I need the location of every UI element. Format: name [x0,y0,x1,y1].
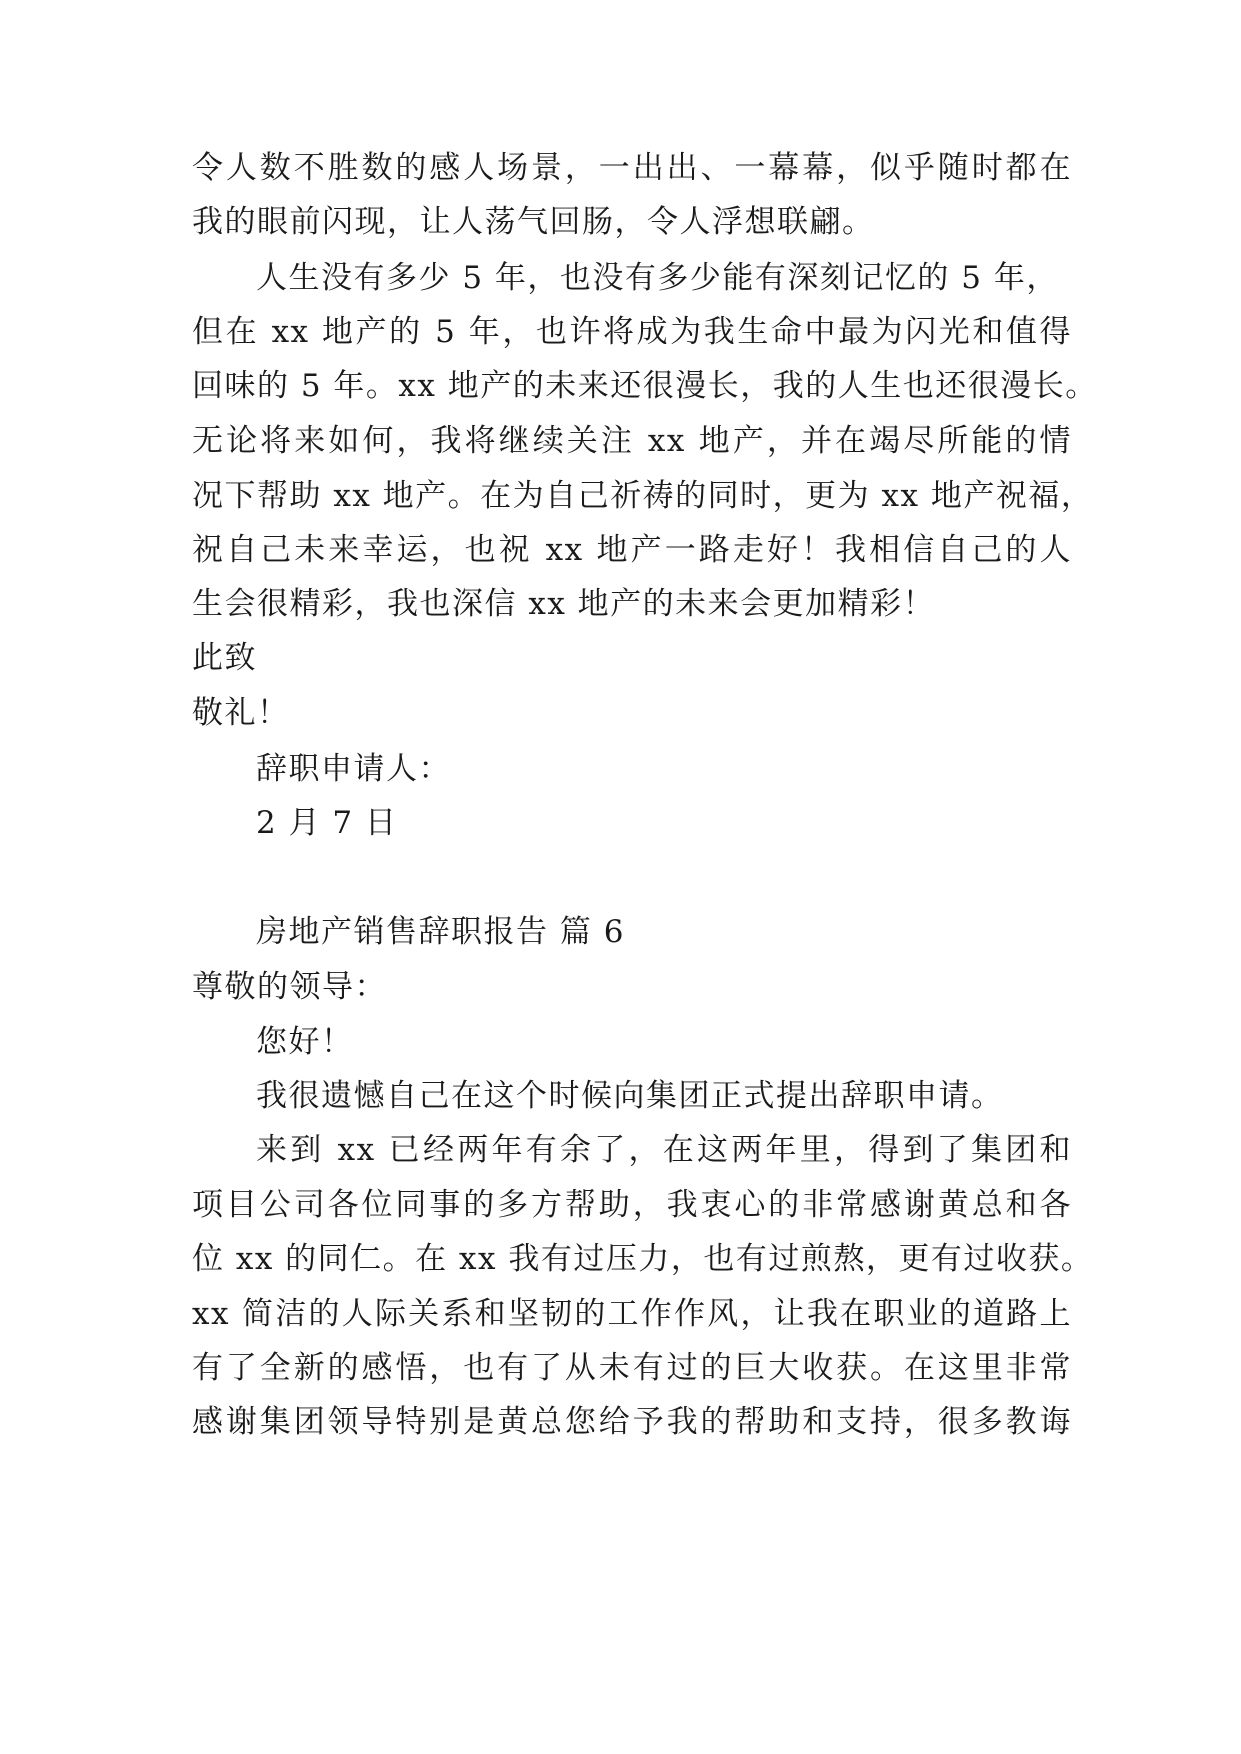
paragraph-line: 但在 xx 地产的 5 年，也许将成为我生命中最为闪光和值得 [192,314,1072,350]
paragraph-line: 祝自己未来幸运，也祝 xx 地产一路走好！我相信自己的人 [192,532,1072,568]
paragraph-line: 感谢集团领导特别是黄总您给予我的帮助和支持，很多教诲 [192,1404,1072,1440]
paragraph-line: 我很遗憾自己在这个时候向集团正式提出辞职申请。 [256,1078,1004,1114]
paragraph-line: 我的眼前闪现，让人荡气回肠，令人浮想联翩。 [192,204,875,240]
greeting-line: 您好！ [256,1024,354,1060]
paragraph-line: 项目公司各位同事的多方帮助，我衷心的非常感谢黄总和各 [192,1187,1072,1223]
signature-label: 辞职申请人： [256,751,451,787]
section-heading: 房地产销售辞职报告 篇 6 [256,914,625,950]
paragraph-line: 回味的 5 年。xx 地产的未来还很漫长，我的人生也还很漫长。 [192,368,1098,404]
paragraph-line: 位 xx 的同仁。在 xx 我有过压力，也有过煎熬，更有过收获。 [192,1241,1094,1277]
paragraph-line: 生会很精彩，我也深信 xx 地产的未来会更加精彩！ [192,586,936,622]
paragraph-line: xx 简洁的人际关系和坚韧的工作作风，让我在职业的道路上 [192,1296,1072,1332]
paragraph-line: 有了全新的感悟，也有了从未有过的巨大收获。在这里非常 [192,1350,1072,1386]
paragraph-line: 来到 xx 已经两年有余了，在这两年里，得到了集团和 [256,1132,1072,1168]
paragraph-line: 无论将来如何，我将继续关注 xx 地产，并在竭尽所能的情 [192,423,1072,459]
paragraph-line: 况下帮助 xx 地产。在为自己祈祷的同时，更为 xx 地产祝福， [192,478,1094,514]
closing-line: 此致 [192,640,257,676]
paragraph-line: 人生没有多少 5 年，也没有多少能有深刻记忆的 5 年， [256,260,1059,296]
closing-salutation: 敬礼！ [192,695,290,731]
signature-date: 2 月 7 日 [256,805,398,841]
greeting: 尊敬的领导： [192,969,387,1005]
paragraph-line: 令人数不胜数的感人场景，一出出、一幕幕，似乎随时都在 [192,150,1072,186]
